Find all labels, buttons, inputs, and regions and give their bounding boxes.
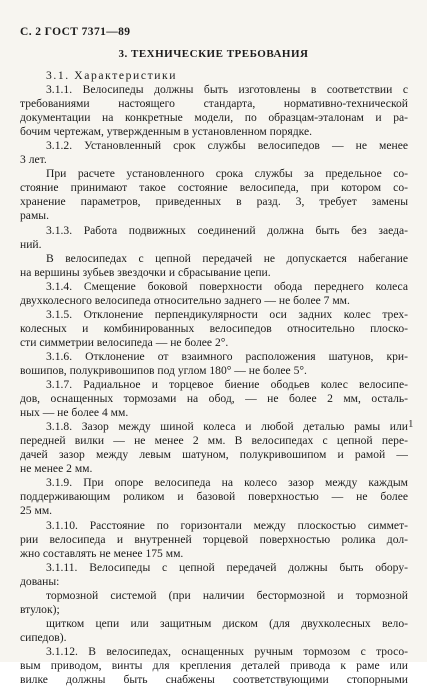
text-line: дов, оснащенных тормозами на обод, — не более 2 мм, осталь- [20, 392, 408, 406]
text-line: дачей зазор между левым шатуном, полукривошипом и рамой — [20, 448, 408, 462]
text-line: втулок); [20, 602, 60, 616]
text-line: тормозной системой (при наличии бестормозной и тормозной [46, 588, 408, 602]
text-line: 3.1.2. Установленный срок службы велосипедов — не менее [46, 139, 408, 153]
text-line: При расчете установленного срока службы за предельное со- [46, 167, 408, 181]
text-line: ных — не более 4 мм. [20, 406, 129, 420]
text-line: стояние принимают такое состояние велосипеда, при котором со- [20, 181, 408, 195]
text-line: требованиями настоящего стандарта, нормативно-технической [20, 97, 408, 111]
text-line: бочим чертежам, утвержденным в установленном порядке. [20, 125, 313, 139]
text-line: вошипов, полукривошипов под углом 180° — не более 5°. [20, 363, 307, 377]
text-line: 3.1.7. Радиальное и торцевое биение ободьев колес велосипе- [46, 378, 408, 392]
section-title: 3. ТЕХНИЧЕСКИЕ ТРЕБОВАНИЯ [118, 48, 309, 60]
text-line: двухколесного велосипеда относительно заднего — не более 7 мм. [20, 293, 350, 307]
text-line: колесных и комбинированных велосипедов относительно плоско- [20, 321, 408, 335]
text-line: на вершины зубьев звездочки и сбрасывание цепи. [20, 265, 271, 279]
text-line: передней вилки — не менее 2 мм. В велосипедах с цепной пере- [20, 434, 408, 448]
text-line: жно составлять не менее 175 мм. [20, 546, 184, 560]
text-line: документации на конкретные модели, по образцам-эталонам и ра- [20, 111, 408, 125]
text-line: поддерживающим роликом и базовой поверхностью — не более [20, 490, 408, 504]
text-line: рамы. [20, 209, 49, 223]
text-line: 3.1.6. Отклонение от взаимного расположения шатунов, кри- [46, 349, 408, 363]
text-line: рии велосипеда и внутренней торцевой поверхностью ролика дол- [20, 532, 408, 546]
text-line: вилке должны быть снабжены соответствующими стопорными [20, 673, 408, 687]
text-line: В велосипедах с цепной передачей не допускается набегание [46, 251, 408, 265]
text-line: сипедов). [20, 630, 67, 644]
text-line: ний. [20, 237, 42, 251]
body-text [20, 69, 408, 687]
text-line: дованы: [20, 574, 60, 588]
text-line: не менее 2 мм. [20, 462, 93, 476]
text-line: 3.1.12. В велосипедах, оснащенных ручным тормозом с тросо- [46, 644, 408, 658]
text-line: 25 мм. [20, 504, 53, 518]
text-line: вым приводом, винты для крепления деталей привода к раме или [20, 658, 408, 672]
text-line: 3.1.10. Расстояние по горизонтали между плоскостью симмет- [46, 518, 408, 532]
subsection-heading: 3.1. Характеристики [46, 69, 178, 82]
text-line: 3.1.5. Отклонение перпендикулярности оси задних колес трех- [46, 307, 408, 321]
text-line: 3.1.1. Велосипеды должны быть изготовлены в соответствии с [46, 83, 408, 97]
margin-mark: 1 [408, 418, 414, 430]
text-line: хранение параметров, приведенных в разд. 3, требует замены [20, 195, 408, 209]
text-line: 3.1.11. Велосипеды с цепной передачей должны быть обору- [46, 560, 408, 574]
text-line: 3 лет. [20, 153, 47, 167]
page-header: С. 2 ГОСТ 7371—89 [20, 26, 131, 38]
text-line: 3.1.4. Смещение боковой поверхности обода переднего колеса [46, 279, 408, 293]
text-line: 3.1.9. При опоре велосипеда на колесо зазор между каждым [46, 476, 408, 490]
text-line: сти симметрии велосипеда — не более 2°. [20, 335, 229, 349]
text-line: 3.1.8. Зазор между шиной колеса и любой деталью рамы или [46, 420, 408, 434]
text-line: щитком цепи или защитным диском (для двухколесных вело- [46, 616, 408, 630]
text-line: 3.1.3. Работа подвижных соединений должна быть без заеда- [46, 223, 408, 237]
